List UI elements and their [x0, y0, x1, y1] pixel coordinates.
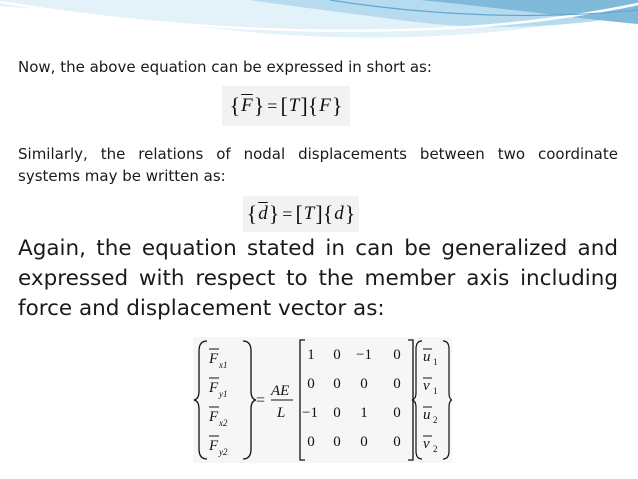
coef-numerator: AE [271, 383, 290, 399]
svg-text:=: = [256, 392, 266, 409]
svg-text:0: 0 [360, 376, 368, 392]
svg-text:2: 2 [433, 444, 438, 454]
short-form-equation: { $\overline{F}$ } = [ T ] { F } [222, 86, 350, 126]
svg-text:0: 0 [393, 347, 401, 363]
disp-u1: u [423, 349, 431, 365]
svg-text:0: 0 [393, 434, 401, 450]
svg-text:0: 0 [360, 434, 368, 450]
svg-text:0: 0 [333, 376, 341, 392]
svg-text:−1: −1 [302, 405, 318, 421]
svg-text:0: 0 [307, 434, 315, 450]
disp-v2: v [423, 436, 430, 452]
svg-text:x1: x1 [219, 360, 228, 370]
svg-text:0: 0 [393, 376, 401, 392]
svg-text:x2: x2 [219, 418, 228, 428]
svg-text:0: 0 [333, 347, 341, 363]
disp-u2: u [423, 407, 431, 423]
svg-text:y2: y2 [219, 447, 228, 457]
stiffness-matrix-equation [193, 337, 452, 463]
displacement-equation: { $\overline{d}$ } = [ T ] { d } [243, 196, 359, 232]
force-fy1: F [209, 380, 219, 396]
header-wave-decoration [0, 0, 638, 60]
svg-text:0: 0 [307, 376, 315, 392]
svg-text:0: 0 [333, 405, 341, 421]
svg-text:0: 0 [333, 434, 341, 450]
matrix-entries [302, 347, 401, 450]
svg-text:1: 1 [360, 405, 368, 421]
force-fx2: F [209, 409, 219, 425]
coef-denominator: L [277, 405, 286, 421]
disp-v1: v [423, 378, 430, 394]
svg-text:0: 0 [393, 405, 401, 421]
force-fx1: F [209, 351, 219, 367]
svg-text:1: 1 [433, 386, 438, 396]
intro-line: Now, the above equation can be expressed in short as: [18, 58, 432, 76]
svg-text:1: 1 [307, 347, 315, 363]
svg-text:y1: y1 [219, 389, 228, 399]
similarly-paragraph: Similarly, the relations of nodal displacements between two coordinate systems may be written as: [18, 145, 618, 185]
generalized-paragraph: Again, the equation stated in can be generalized and expressed with respect to the member axis including force and displacement vector as: [18, 236, 618, 321]
svg-text:−1: −1 [356, 347, 372, 363]
force-fy2: F [209, 438, 219, 454]
svg-text:1: 1 [433, 357, 438, 367]
svg-text:2: 2 [433, 415, 438, 425]
